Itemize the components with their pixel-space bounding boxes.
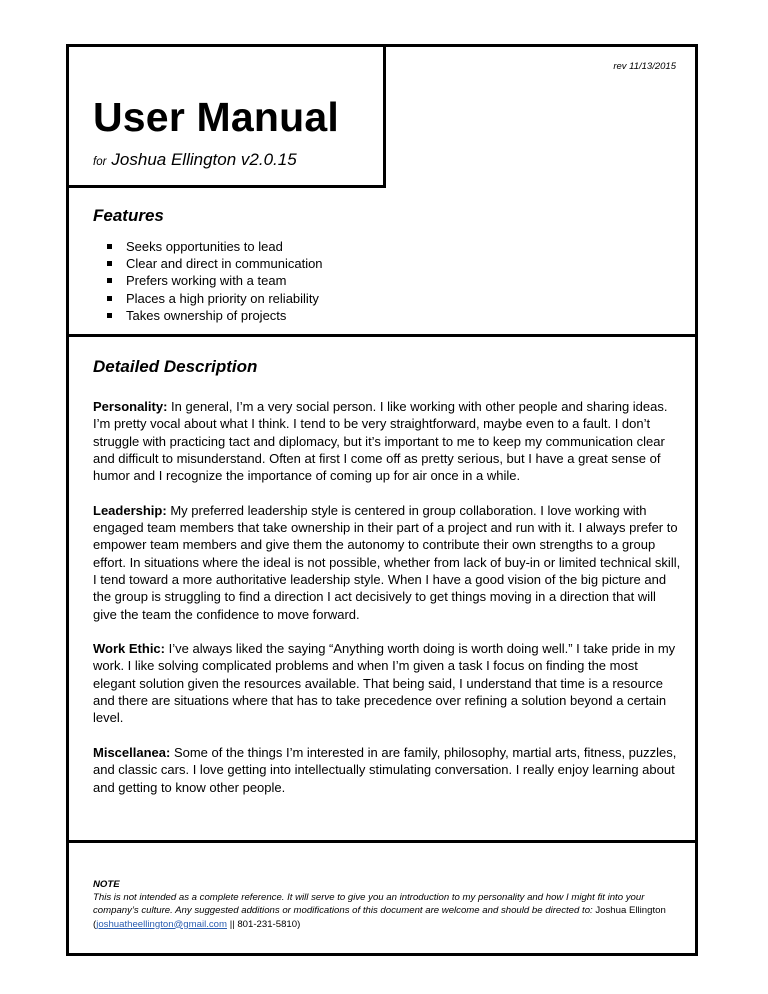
page-frame bbox=[66, 44, 698, 956]
list-item: Prefers working with a team bbox=[105, 272, 323, 289]
description-body bbox=[93, 398, 681, 813]
work-ethic-paragraph bbox=[93, 640, 681, 726]
miscellanea-paragraph bbox=[93, 744, 681, 796]
list-item: Places a high priority on reliability bbox=[105, 290, 323, 307]
list-item: Seeks opportunities to lead bbox=[105, 238, 323, 255]
leadership-paragraph bbox=[93, 502, 681, 623]
note-text: This is not intended as a complete reference. It will serve to give you an introduction to my personality and how I might fit into your company’s culture. Any suggested additions or modifications of this document are welcome and should be directed to: bbox=[93, 892, 645, 917]
phone-number: 801-231-5810 bbox=[237, 918, 298, 930]
features-list bbox=[105, 238, 323, 324]
section-divider bbox=[69, 840, 695, 843]
description-heading: Detailed Description bbox=[93, 357, 258, 376]
note-label: NOTE bbox=[93, 879, 120, 890]
page-title: User Manual bbox=[93, 94, 339, 140]
paragraph-text: I’ve always liked the saying “Anything worth doing is worth doing well.” I take pride in my work. I like solving complicated problems and when I’m given a task I focus on finding the most elegant solution given the resources available. That being said, I understand that time is a resource and there are situations where that has to take precedence over refining a solution beyond a certain level. bbox=[93, 641, 676, 726]
section-divider bbox=[69, 334, 695, 337]
list-item: Takes ownership of projects bbox=[105, 307, 323, 324]
paragraph-label: Leadership: bbox=[93, 502, 167, 518]
paragraph-label: Miscellanea: bbox=[93, 744, 171, 760]
bullet-icon bbox=[107, 313, 112, 318]
bullet-icon bbox=[107, 261, 112, 266]
subtitle-prefix: for bbox=[93, 156, 107, 168]
title-box bbox=[69, 47, 386, 188]
bullet-icon bbox=[107, 278, 112, 283]
open-paren: ( bbox=[93, 918, 97, 930]
bullet-icon bbox=[107, 296, 112, 301]
paragraph-label: Work Ethic: bbox=[93, 641, 165, 657]
paragraph-text: In general, I’m a very social person. I like working with other people and sharing ideas. I’m pretty vocal about what I think. I tend to be very straightforward, maybe even to a fault. I don’t struggle with practicing tact and diplomacy, but it’s important to me to keep my communication clear and difficult to misunderstand. Often at first I come off as pretty serious, but I have a great sense of humor and I recognize the importance of coming up for air once in a while. bbox=[93, 399, 668, 484]
separator: || bbox=[229, 918, 235, 930]
list-item: Clear and direct in communication bbox=[105, 255, 323, 272]
personality-paragraph bbox=[93, 398, 681, 484]
contact-name: Joshua Ellington bbox=[595, 905, 666, 917]
note-block bbox=[93, 878, 685, 931]
revision-date: rev 11/13/2015 bbox=[613, 61, 676, 72]
email-link[interactable]: joshuatheellington@gmail.com bbox=[96, 918, 228, 930]
paragraph-text: My preferred leadership style is centered in group collaboration. I love working with engaged team members that take ownership in their part of a project and run with it. I always prefer to empower team members and give them the autonomy to contribute their own strengths to a group effort. In situations where the ideal is not possible, whether from lack of buy-in or limited technical skill, I tend toward a more authoritative leadership style. When I have a good vision of the big picture and the group is struggling to find a direction I act decisively to get things moving in a direction that will give the team the confidence to move forward. bbox=[93, 502, 681, 622]
page-subtitle bbox=[93, 151, 297, 169]
close-paren: ) bbox=[297, 918, 301, 930]
subtitle-name: Joshua Ellington v2.0.15 bbox=[111, 150, 297, 169]
features-heading: Features bbox=[93, 206, 164, 225]
paragraph-text: Some of the things I’m interested in are family, philosophy, martial arts, fitness, puzzles, and classic cars. I love getting into intellectually stimulating conversation. I really enjoy learning about and getting to know other people. bbox=[93, 744, 677, 795]
paragraph-label: Personality: bbox=[93, 399, 168, 414]
bullet-icon bbox=[107, 244, 112, 249]
